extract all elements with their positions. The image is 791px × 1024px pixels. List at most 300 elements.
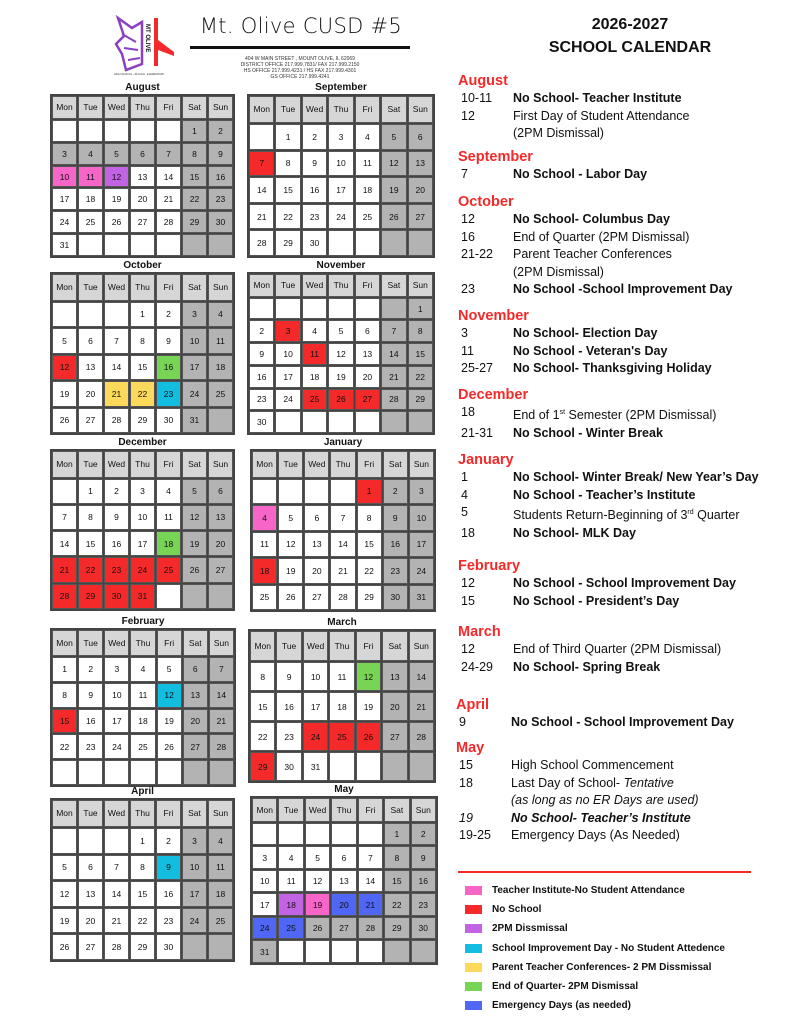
weekday-header: Thu [329,631,354,661]
day-cell: 25 [302,389,327,411]
day-cell: 14 [104,881,129,907]
empty-cell [329,752,354,781]
day-cell: 18 [355,177,380,203]
gs-office-phone: GS OFFICE 217.999.4241 [270,74,330,80]
empty-cell [78,120,103,142]
event-description [513,360,712,378]
day-cell: 23 [156,381,181,406]
day-cell: 3 [104,657,129,682]
day-cell: 5 [381,124,406,150]
day-cell: 27 [331,917,356,940]
month-may [250,784,438,965]
day-cell: 11 [78,166,103,188]
weekday-header: Sun [411,798,436,822]
empty-cell [52,302,77,327]
day-cell: 17 [328,177,353,203]
day-cell: 25 [329,722,354,751]
day-cell: 6 [130,143,155,165]
event-date: 12 [461,576,475,590]
month-grid [250,449,436,612]
event-item [458,264,788,282]
empty-cell [249,124,274,150]
event-text: No School- Election Day [513,326,658,340]
empty-cell [52,828,77,854]
event-item [458,487,788,505]
empty-cell [304,479,329,504]
day-cell: 30 [249,411,274,433]
month-november [247,260,435,435]
day-cell: 18 [130,709,155,734]
day-cell: 23 [276,722,301,751]
day-cell: 22 [130,381,155,406]
day-cell: 22 [130,908,155,934]
day-cell: 24 [409,558,434,583]
day-cell: 31 [303,752,328,781]
empty-cell [208,408,233,433]
day-cell: 8 [357,505,382,530]
event-date: 24-29 [461,659,493,674]
day-cell: 3 [52,143,77,165]
day-cell: 13 [130,166,155,188]
event-description [513,593,679,611]
day-cell: 15 [52,709,77,734]
event-item [458,360,788,378]
weekday-header: Tue [275,274,300,297]
empty-cell [252,479,277,504]
event-item [458,504,788,525]
empty-cell [278,940,303,963]
day-cell: 24 [182,381,207,406]
day-cell: 28 [209,734,234,759]
event-item [458,343,788,361]
event-text: No School- Teacher’s Institute [511,810,691,825]
event-item [456,757,786,775]
day-cell: 11 [252,532,277,557]
day-cell: 10 [130,505,155,530]
event-date: 18 [461,525,475,540]
day-cell: 17 [252,893,277,916]
event-item [458,246,788,264]
weekday-header: Thu [130,451,155,478]
svg-text:HIGH SCHOOL - JR HIGH - ELEMEN: HIGH SCHOOL - JR HIGH - ELEMENTARY [114,73,165,76]
day-cell: 11 [302,343,327,365]
day-cell: 19 [305,893,330,916]
day-cell: 25 [252,585,277,610]
day-cell: 1 [182,120,207,142]
weekday-header: Mon [250,631,275,661]
day-cell: 7 [104,855,129,881]
weekday-header: Thu [130,630,155,656]
event-item [458,108,788,126]
month-grid [247,272,435,435]
day-cell: 6 [183,657,208,682]
day-cell: 14 [209,683,234,708]
day-cell: 12 [182,505,207,530]
day-cell: 8 [52,683,77,708]
day-cell: 23 [156,908,181,934]
day-cell: 15 [357,532,382,557]
empty-cell [104,234,129,256]
weekday-header: Wed [304,451,329,478]
event-text: No School - Teacher’s Institute [513,487,696,502]
day-cell: 7 [52,505,77,530]
day-cell: 1 [78,479,103,504]
month-january [250,437,436,612]
day-cell: 5 [278,505,303,530]
weekday-header: Sun [208,96,233,119]
day-cell: 4 [355,124,380,150]
event-text: No School - School Improvement Day [513,576,736,590]
event-description [511,775,674,793]
empty-cell [252,823,277,846]
day-cell: 9 [302,151,327,177]
day-cell: 28 [52,584,77,609]
event-date: 23 [461,282,475,296]
day-cell: 12 [104,166,129,188]
day-cell: 18 [278,893,303,916]
day-cell: 25 [156,557,181,582]
day-cell: 6 [78,855,103,881]
day-cell: 29 [130,934,155,960]
legend-swatch [465,924,482,933]
day-cell: 5 [52,855,77,881]
day-cell: 17 [275,366,300,388]
event-date [458,125,513,143]
event-month-heading: February [458,558,521,574]
day-cell: 22 [182,188,207,210]
day-cell: 25 [208,908,233,934]
weekday-header: Sat [381,96,406,123]
event-date: 12 [461,212,475,226]
day-cell: 10 [104,683,129,708]
month-name: November [316,260,366,271]
district-office-phone: DISTRICT OFFICE 217.999.7831/ FAX 217.999.2150 [240,62,360,68]
day-cell: 2 [249,320,274,342]
day-cell: 30 [156,934,181,960]
day-cell: 30 [302,230,327,256]
weekday-header: Tue [78,274,103,301]
month-grid [247,94,435,258]
event-month-heading: December [458,387,529,403]
empty-cell [355,230,380,256]
day-cell: 23 [78,734,103,759]
day-cell: 20 [355,366,380,388]
day-cell: 4 [156,479,181,504]
day-cell: 23 [208,188,233,210]
day-cell: 19 [381,177,406,203]
event-text: End of Quarter (2PM Dismissal) [513,229,690,244]
events-march [458,623,788,676]
day-cell: 26 [52,934,77,960]
weekday-header: Mon [52,800,77,827]
weekday-header: Wed [104,630,129,656]
month-name: March [327,617,357,628]
events-september [458,148,788,184]
empty-cell [78,760,103,785]
event-description [513,229,689,247]
empty-cell [384,940,409,963]
empty-cell [130,760,155,785]
day-cell: 11 [130,683,155,708]
empty-cell [52,479,77,504]
day-cell: 27 [78,408,103,433]
day-cell: 11 [355,151,380,177]
day-cell: 7 [381,320,406,342]
events-january [458,451,788,542]
day-cell: 25 [208,381,233,406]
weekday-header: Tue [278,451,303,478]
weekday-header: Thu [331,798,356,822]
day-cell: 20 [130,188,155,210]
event-description [511,810,691,828]
day-cell: 29 [182,211,207,233]
empty-cell [104,120,129,142]
empty-cell [358,940,383,963]
day-cell: 9 [156,328,181,353]
event-item [458,425,788,443]
month-name: February [121,616,165,627]
header-divider [190,46,410,49]
event-date: 7 [461,167,468,181]
event-item [458,469,788,487]
day-cell: 20 [78,381,103,406]
event-date: 5 [461,505,468,519]
day-cell: 10 [252,870,277,893]
day-cell: 21 [409,692,434,721]
empty-cell [278,823,303,846]
event-item [458,404,788,425]
day-cell: 23 [104,557,129,582]
day-cell: 23 [302,204,327,230]
event-item [456,714,786,732]
day-cell: 24 [52,211,77,233]
empty-cell [157,760,182,785]
day-cell: 15 [78,531,103,556]
weekday-header: Wed [104,451,129,478]
event-item [458,325,788,343]
event-item [458,281,788,299]
day-cell: 31 [409,585,434,610]
svg-text:MT OLIVE: MT OLIVE [144,24,150,53]
event-item [456,827,786,845]
day-cell: 12 [381,151,406,177]
day-cell: 29 [408,389,433,411]
month-august [50,82,235,258]
day-cell: 26 [328,389,353,411]
event-text: End of Third Quarter (2PM Dismissal) [513,642,722,656]
day-cell: 12 [305,870,330,893]
day-cell: 24 [130,557,155,582]
weekday-header: Sun [409,451,434,478]
day-cell: 20 [331,893,356,916]
event-text: First Day of Student Attendance [513,108,690,123]
event-date: 12 [461,108,475,123]
day-cell: 29 [384,917,409,940]
event-description [513,281,732,299]
weekday-header: Fri [355,96,380,123]
empty-cell [156,120,181,142]
day-cell: 16 [383,532,408,557]
legend-label: No School [492,904,542,916]
weekday-header: Wed [302,96,327,123]
day-cell: 8 [130,855,155,881]
weekday-header: Wed [302,274,327,297]
calendar-title [540,13,720,59]
weekday-header: Mon [252,798,277,822]
weekday-header: Thu [130,800,155,827]
legend-label: End of Quarter- 2PM Dismissal [492,981,639,993]
day-cell: 2 [302,124,327,150]
event-item [456,792,786,810]
month-name: October [123,260,162,271]
day-cell: 5 [157,657,182,682]
empty-cell [130,120,155,142]
event-description [513,166,647,184]
events-february [458,557,788,610]
event-description [511,714,734,732]
legend-item [465,977,725,996]
month-april [50,786,235,962]
event-item [458,659,788,677]
day-cell: 28 [104,408,129,433]
day-cell: 12 [356,662,381,691]
event-description [513,90,682,108]
event-description [513,575,736,593]
day-cell: 18 [156,531,181,556]
day-cell: 20 [208,531,233,556]
day-cell: 13 [408,151,433,177]
event-text: No School -School Improvement Day [513,282,733,296]
event-item [458,125,788,143]
weekday-header: Tue [78,96,103,119]
empty-cell [78,828,103,854]
empty-cell [382,752,407,781]
legend-label: Parent Teacher Conferences- 2 PM Dissmissal [492,961,712,973]
legend-item [465,900,725,919]
day-cell: 2 [208,120,233,142]
day-cell: 28 [381,389,406,411]
day-cell: 3 [182,828,207,854]
weekday-header: Sun [409,631,434,661]
day-cell: 5 [52,328,77,353]
event-text: No School - School Improvement Day [511,715,734,729]
day-cell: 21 [209,709,234,734]
event-description [513,469,759,487]
legend-item [465,939,725,958]
day-cell: 16 [78,709,103,734]
day-cell: 16 [208,166,233,188]
event-date: 15 [461,593,475,608]
event-month-heading: January [458,452,514,468]
day-cell: 28 [156,211,181,233]
day-cell: 28 [409,722,434,751]
day-cell: 7 [104,328,129,353]
event-item [458,166,788,184]
event-description [513,487,695,505]
empty-cell [302,298,327,320]
day-cell: 26 [182,557,207,582]
weekday-header: Mon [52,630,77,656]
day-cell: 30 [156,408,181,433]
day-cell: 19 [278,558,303,583]
event-description [513,525,636,543]
day-cell: 14 [330,532,355,557]
day-cell: 11 [278,870,303,893]
day-cell: 17 [182,881,207,907]
event-month-heading: November [458,308,529,324]
events-may [456,739,786,845]
day-cell: 2 [156,302,181,327]
tentative-note: Tentative [623,775,674,790]
day-cell: 1 [52,657,77,682]
event-date: 11 [461,343,474,358]
event-item [456,810,786,828]
day-cell: 22 [52,734,77,759]
day-cell: 20 [408,177,433,203]
day-cell: 21 [104,381,129,406]
weekday-header: Sat [182,800,207,827]
hs-office-phone: HS OFFICE 217.999.4231 / HS FAX 217.999.4301 [243,68,357,74]
events-december [458,386,788,442]
empty-cell [328,230,353,256]
day-cell: 17 [52,188,77,210]
day-cell: 12 [278,532,303,557]
event-description [513,325,657,343]
legend-swatch [465,905,482,914]
day-cell: 22 [357,558,382,583]
legend-item [465,919,725,938]
event-date: 21-22 [461,247,493,261]
day-cell: 17 [409,532,434,557]
weekday-header: Tue [276,631,301,661]
day-cell: 7 [358,846,383,869]
day-cell: 10 [182,855,207,881]
day-cell: 9 [249,343,274,365]
event-description [511,827,680,845]
day-cell: 4 [302,320,327,342]
legend-label: School Improvement Day - No Student Attedence [492,942,725,954]
empty-cell [156,584,181,609]
day-cell: 14 [358,870,383,893]
day-cell: 20 [304,558,329,583]
day-cell: 22 [384,893,409,916]
day-cell: 17 [104,709,129,734]
month-name: September [315,82,367,93]
event-text: (as long as no ER Days are used) [511,793,699,807]
day-cell: 11 [156,505,181,530]
month-grid [50,272,235,435]
day-cell: 19 [328,366,353,388]
empty-cell [331,823,356,846]
day-cell: 16 [156,355,181,380]
event-text: No School- Winter Break/ New Year’s Day [513,470,759,484]
day-cell: 2 [383,479,408,504]
day-cell: 17 [182,355,207,380]
weekday-header: Sun [208,274,233,301]
event-description [511,792,699,810]
day-cell: 18 [329,692,354,721]
day-cell: 16 [156,881,181,907]
weekday-header: Fri [157,630,182,656]
day-cell: 10 [182,328,207,353]
event-description [513,264,604,282]
day-cell: 24 [104,734,129,759]
event-description [511,757,674,775]
day-cell: 13 [331,870,356,893]
event-item [458,593,788,611]
day-cell: 25 [278,917,303,940]
day-cell: 21 [104,908,129,934]
